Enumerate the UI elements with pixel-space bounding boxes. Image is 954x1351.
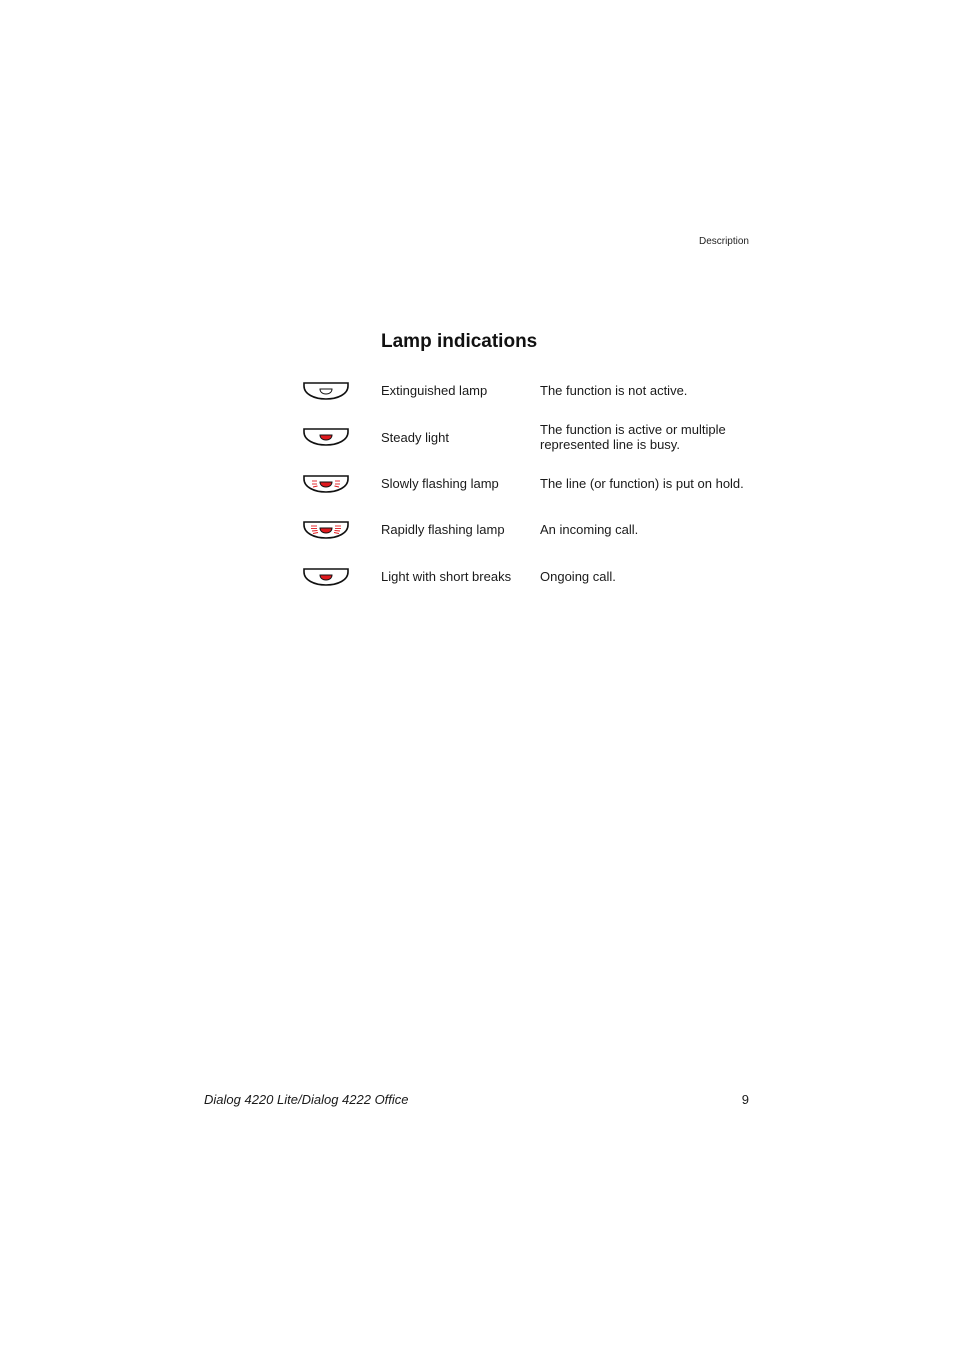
lamp-name: Extinguished lamp bbox=[381, 383, 488, 398]
page-title: Lamp indications bbox=[381, 331, 538, 352]
lamp-description: The line (or function) is put on hold. bbox=[540, 476, 744, 491]
lamp-description: The function is not active. bbox=[540, 383, 688, 398]
lamp-name: Rapidly flashing lamp bbox=[381, 522, 505, 537]
short-breaks-lamp-icon bbox=[302, 567, 350, 587]
lamp-name: Light with short breaks bbox=[381, 569, 512, 584]
lamp-description: Ongoing call. bbox=[540, 569, 616, 584]
header-section-label: Description bbox=[698, 236, 749, 247]
lamp-description: The function is active or multiple represented line is busy. bbox=[540, 422, 726, 452]
rapid-flash-lamp-icon bbox=[302, 520, 350, 540]
footer-product-title: Dialog 4220 Lite/Dialog 4222 Office bbox=[204, 1092, 409, 1107]
lamp-name: Steady light bbox=[381, 430, 449, 445]
steady-light-icon bbox=[302, 427, 350, 447]
footer-page-number: 9 bbox=[741, 1092, 749, 1107]
slow-flash-lamp-icon bbox=[302, 474, 350, 494]
lamp-description: An incoming call. bbox=[540, 522, 639, 537]
lamp-name: Slowly flashing lamp bbox=[381, 476, 499, 491]
extinguished-lamp-icon bbox=[302, 381, 350, 401]
